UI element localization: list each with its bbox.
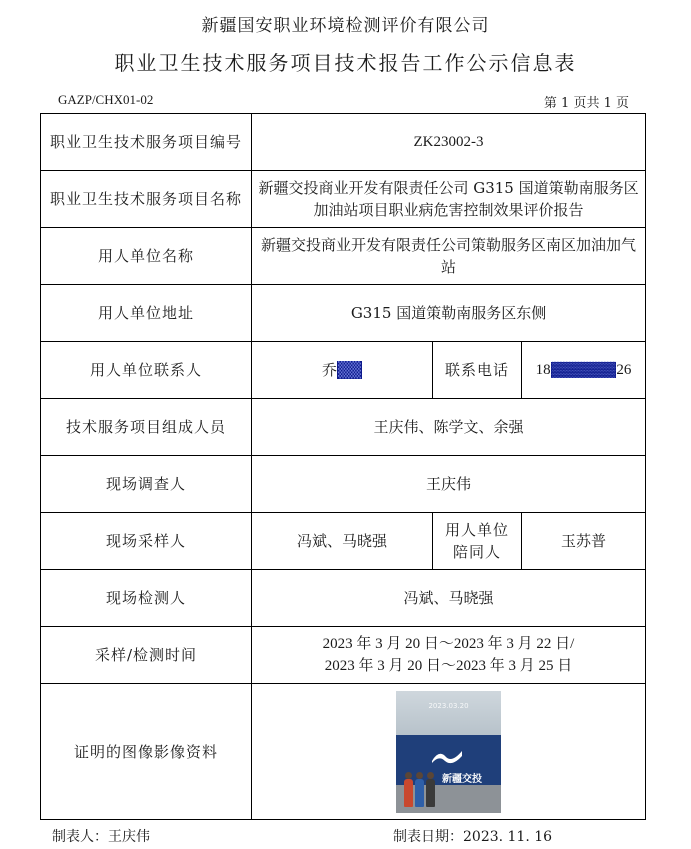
phone-suffix: 26 [616, 362, 632, 378]
project-name-label: 职业卫生技术服务项目名称 [41, 171, 252, 228]
time-value [252, 627, 646, 684]
contact-label: 用人单位联系人 [41, 342, 252, 399]
table-row [41, 285, 646, 342]
table-date: 制表日期：2023. 11. 16 [393, 829, 553, 845]
time-line-2: 2023 年 3 月 20 日～2023 年 3 月 25 日 [324, 658, 573, 674]
table-row [41, 513, 646, 570]
person-figure [426, 779, 435, 807]
phone-value [522, 342, 646, 399]
time-label: 采样/检测时间 [41, 627, 252, 684]
person-head [405, 772, 412, 779]
table-row [41, 171, 646, 228]
table-row [41, 399, 646, 456]
testing-label: 现场检测人 [41, 570, 252, 627]
employer-name-label: 用人单位名称 [41, 228, 252, 285]
contact-name [252, 342, 433, 399]
accompany-value: 玉苏普 [522, 513, 646, 570]
table-maker: 制表人：王庆伟 [52, 829, 150, 845]
team-label: 技术服务项目组成人员 [41, 399, 252, 456]
table-row [41, 114, 646, 171]
photo-sign-text: 新疆交投 [442, 773, 483, 785]
image-cell [252, 684, 646, 820]
employer-name-value: 新疆交投商业开发有限责任公司策勒服务区南区加油加气站 [252, 228, 646, 285]
person-figure [415, 779, 424, 807]
wave-logo-icon [430, 747, 464, 765]
phone-redaction: ▒▒▒▒▒▒ [551, 362, 616, 378]
person-head [427, 772, 434, 779]
contact-name-visible: 乔 [321, 361, 337, 379]
phone-prefix: 18 [535, 362, 551, 378]
investigator-label: 现场调查人 [41, 456, 252, 513]
table-row [41, 627, 646, 684]
photo-timestamp: 2023.03.20 [428, 701, 469, 710]
employer-address-label: 用人单位地址 [41, 285, 252, 342]
contact-name-redaction: ▒▒ [337, 361, 362, 379]
project-no-label: 职业卫生技术服务项目编号 [41, 114, 252, 171]
site-photo [396, 691, 501, 813]
person-figure [404, 779, 413, 807]
phone-label: 联系电话 [433, 342, 522, 399]
table-row [41, 684, 646, 820]
team-value: 王庆伟、陈学文、余强 [252, 399, 646, 456]
table-row [41, 342, 646, 399]
accompany-label: 用人单位陪同人 [433, 513, 522, 570]
company-name: 新疆国安职业环境检测评价有限公司 [201, 16, 490, 36]
info-table [40, 113, 646, 820]
table-row [41, 456, 646, 513]
document-code: GAZP/CHX01-02 [58, 92, 154, 107]
table-row [41, 570, 646, 627]
time-line-1: 2023 年 3 月 20 日～2023 年 3 月 22 日/ [322, 636, 575, 652]
testing-value: 冯斌、马晓强 [252, 570, 646, 627]
page-title: 职业卫生技术服务项目技术报告工作公示信息表 [114, 51, 577, 75]
employer-address-value: G315 国道策勒南服务区东侧 [252, 285, 646, 342]
page-info: 第 1 页共 1 页 [543, 96, 629, 111]
person-head [416, 772, 423, 779]
project-name-value: 新疆交投商业开发有限责任公司 G315 国道策勒南服务区加油站项目职业病危害控制效果评价报告 [252, 171, 646, 228]
project-no-value: ZK23002-3 [252, 114, 646, 171]
investigator-value: 王庆伟 [252, 456, 646, 513]
sampling-label: 现场采样人 [41, 513, 252, 570]
table-row [41, 228, 646, 285]
sampling-value: 冯斌、马晓强 [252, 513, 433, 570]
image-label: 证明的图像影像资料 [41, 684, 252, 820]
